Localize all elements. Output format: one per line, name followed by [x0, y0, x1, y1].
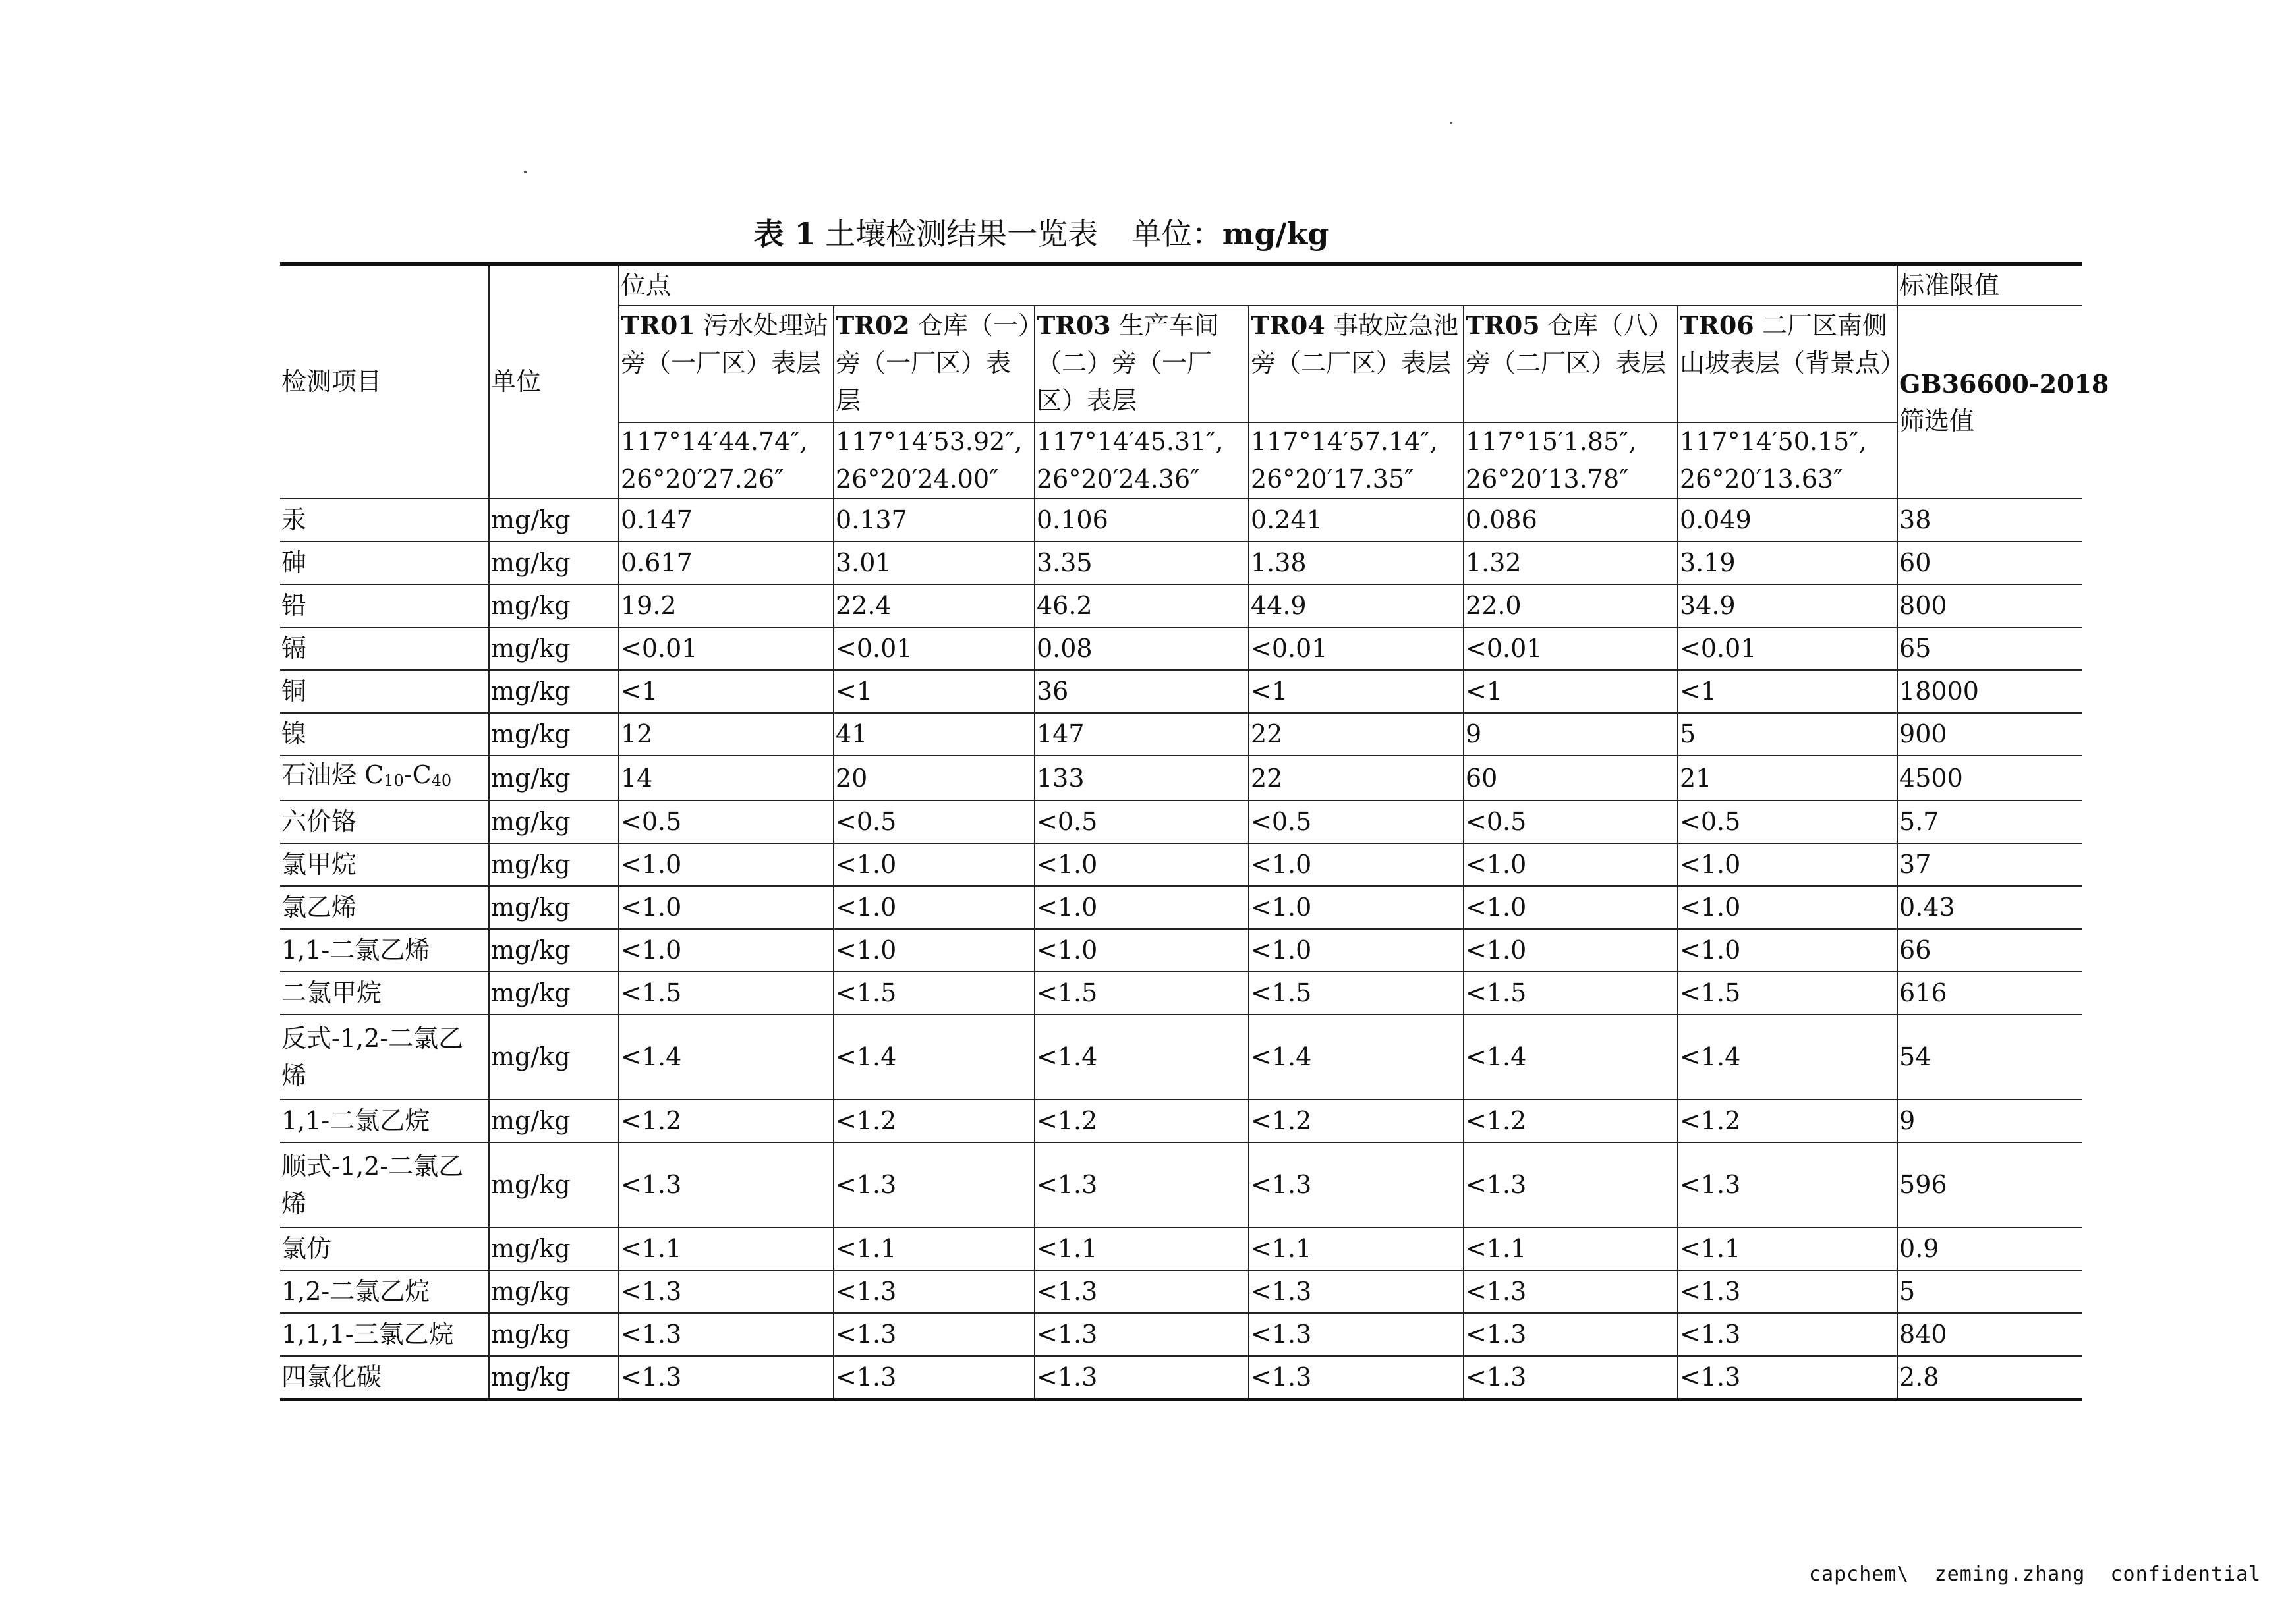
table-row — [280, 1270, 2082, 1313]
limit-cell: 0.43 — [1897, 886, 2082, 929]
unit-cell: mg/kg — [489, 584, 619, 627]
limit-cell: 37 — [1897, 843, 2082, 886]
unit-cell: mg/kg — [489, 1313, 619, 1356]
site-coordinates: 117°14′45.31″, 26°20′24.36″ — [1035, 422, 1249, 499]
result-cell: 9 — [1464, 713, 1678, 756]
limit-cell: 5 — [1897, 1270, 2082, 1313]
result-cell: <1.2 — [1678, 1100, 1897, 1142]
result-cell: <1.1 — [834, 1227, 1035, 1270]
unit-cell: mg/kg — [489, 1142, 619, 1227]
result-cell: 0.08 — [1035, 627, 1249, 670]
result-cell: <1.0 — [1035, 886, 1249, 929]
table-row — [280, 756, 2082, 800]
result-cell: <0.5 — [1678, 800, 1897, 843]
result-cell: <1.5 — [1249, 972, 1464, 1015]
limit-cell: 38 — [1897, 499, 2082, 542]
limit-cell: 60 — [1897, 542, 2082, 584]
result-cell: <1.3 — [1678, 1313, 1897, 1356]
result-cell: <1.0 — [1464, 886, 1678, 929]
limit-cell: 0.9 — [1897, 1227, 2082, 1270]
item-name: 氯乙烯 — [280, 886, 489, 929]
unit-header: 单位 — [489, 264, 619, 499]
result-cell: 21 — [1678, 756, 1897, 800]
scan-speck — [524, 171, 527, 173]
unit-cell: mg/kg — [489, 542, 619, 584]
unit-label: 单位： — [1131, 216, 1222, 252]
item-name: 镉 — [280, 627, 489, 670]
site-header: TR02 仓库（一）旁（一厂区）表层 — [834, 306, 1035, 422]
site-coordinates: 117°14′53.92″, 26°20′24.00″ — [834, 422, 1035, 499]
result-cell: 14 — [619, 756, 834, 800]
item-name: 铜 — [280, 670, 489, 713]
table-row — [280, 1142, 2082, 1227]
result-cell: <1.0 — [1249, 843, 1464, 886]
result-cell: <0.5 — [619, 800, 834, 843]
limit-cell: 616 — [1897, 972, 2082, 1015]
limit-cell: 4500 — [1897, 756, 2082, 800]
table-row — [280, 713, 2082, 756]
item-name: 石油烃 C10-C40 — [280, 756, 489, 800]
result-cell: <1.1 — [1464, 1227, 1678, 1270]
limit-cell: 5.7 — [1897, 800, 2082, 843]
result-cell: 46.2 — [1035, 584, 1249, 627]
result-cell: <1.1 — [1035, 1227, 1249, 1270]
item-name: 铅 — [280, 584, 489, 627]
site-header: TR05 仓库（八）旁（二厂区）表层 — [1464, 306, 1678, 422]
result-cell: <1.3 — [1035, 1356, 1249, 1400]
result-cell: <1.2 — [1035, 1100, 1249, 1142]
result-cell: <0.5 — [1249, 800, 1464, 843]
result-cell: 0.137 — [834, 499, 1035, 542]
result-cell: 12 — [619, 713, 834, 756]
unit-cell: mg/kg — [489, 972, 619, 1015]
result-cell: 5 — [1678, 713, 1897, 756]
item-name: 氯甲烷 — [280, 843, 489, 886]
unit-cell: mg/kg — [489, 1356, 619, 1400]
result-cell: <1.5 — [834, 972, 1035, 1015]
result-cell: <1.0 — [1678, 886, 1897, 929]
result-cell: <0.01 — [1678, 627, 1897, 670]
table-row — [280, 929, 2082, 972]
result-cell: <1.4 — [1464, 1015, 1678, 1100]
result-cell: <1.3 — [834, 1270, 1035, 1313]
result-cell: <1.3 — [834, 1142, 1035, 1227]
result-cell: <1.3 — [1249, 1270, 1464, 1313]
limit-cell: 596 — [1897, 1142, 2082, 1227]
result-cell: <1.2 — [1249, 1100, 1464, 1142]
unit-cell: mg/kg — [489, 627, 619, 670]
site-header: TR06 二厂区南侧山坡表层（背景点） — [1678, 306, 1897, 422]
site-coordinates: 117°14′44.74″, 26°20′27.26″ — [619, 422, 834, 499]
result-cell: <1 — [1249, 670, 1464, 713]
item-name: 1,2-二氯乙烷 — [280, 1270, 489, 1313]
result-cell: <1.1 — [619, 1227, 834, 1270]
result-cell: <1.3 — [1464, 1270, 1678, 1313]
result-cell: <1.0 — [1035, 843, 1249, 886]
result-cell: <1.3 — [1464, 1356, 1678, 1400]
header-row — [280, 264, 2082, 306]
result-cell: <1.4 — [1678, 1015, 1897, 1100]
item-name: 六价铬 — [280, 800, 489, 843]
result-cell: <1.1 — [1678, 1227, 1897, 1270]
unit-cell: mg/kg — [489, 499, 619, 542]
unit-cell: mg/kg — [489, 1270, 619, 1313]
result-cell: <1.5 — [619, 972, 834, 1015]
result-cell: <1.0 — [1464, 843, 1678, 886]
result-cell: <1.2 — [619, 1100, 834, 1142]
unit-cell: mg/kg — [489, 929, 619, 972]
item-name: 1,1-二氯乙烯 — [280, 929, 489, 972]
result-cell: <1.4 — [1035, 1015, 1249, 1100]
result-cell: <1 — [1678, 670, 1897, 713]
limit-cell: 65 — [1897, 627, 2082, 670]
unit-cell: mg/kg — [489, 800, 619, 843]
item-name: 氯仿 — [280, 1227, 489, 1270]
unit-value: mg/kg — [1222, 216, 1329, 252]
site-header: TR04 事故应急池旁（二厂区）表层 — [1249, 306, 1464, 422]
unit-cell: mg/kg — [489, 1227, 619, 1270]
result-cell: 3.01 — [834, 542, 1035, 584]
result-cell: <1.0 — [619, 929, 834, 972]
table-caption: 土壤检测结果一览表 — [825, 216, 1099, 252]
table-row — [280, 972, 2082, 1015]
standard-name: GB36600-2018 筛选值 — [1897, 306, 2082, 499]
result-cell: <0.01 — [834, 627, 1035, 670]
result-cell: 34.9 — [1678, 584, 1897, 627]
result-cell: 36 — [1035, 670, 1249, 713]
soil-results-table — [280, 262, 2109, 1401]
table-row — [280, 1015, 2082, 1100]
result-cell: <1.3 — [1464, 1313, 1678, 1356]
result-cell: <0.01 — [1249, 627, 1464, 670]
result-cell: <0.5 — [834, 800, 1035, 843]
result-cell: <1.2 — [834, 1100, 1035, 1142]
table-row — [280, 584, 2082, 627]
unit-cell: mg/kg — [489, 756, 619, 800]
item-name: 顺式-1,2-二氯乙烯 — [280, 1142, 489, 1227]
unit-cell: mg/kg — [489, 843, 619, 886]
site-coordinates: 117°14′50.15″, 26°20′13.63″ — [1678, 422, 1897, 499]
table-row — [280, 542, 2082, 584]
result-cell: <1.4 — [619, 1015, 834, 1100]
result-cell: <1 — [834, 670, 1035, 713]
result-cell: <1.5 — [1035, 972, 1249, 1015]
result-cell: 0.049 — [1678, 499, 1897, 542]
limit-cell: 2.8 — [1897, 1356, 2082, 1400]
result-cell: <1.3 — [1678, 1270, 1897, 1313]
table-row — [280, 843, 2082, 886]
table-row — [280, 627, 2082, 670]
item-name: 1,1,1-三氯乙烷 — [280, 1313, 489, 1356]
result-cell: <1.3 — [1249, 1313, 1464, 1356]
site-coordinates: 117°14′57.14″, 26°20′17.35″ — [1249, 422, 1464, 499]
result-cell: 60 — [1464, 756, 1678, 800]
item-name: 反式-1,2-二氯乙烯 — [280, 1015, 489, 1100]
result-cell: <1 — [1464, 670, 1678, 713]
result-cell: 133 — [1035, 756, 1249, 800]
result-cell: <1.3 — [1035, 1313, 1249, 1356]
result-cell: <1.3 — [619, 1270, 834, 1313]
result-cell: 0.617 — [619, 542, 834, 584]
result-cell: <1.0 — [1249, 886, 1464, 929]
item-name: 砷 — [280, 542, 489, 584]
table-row — [280, 1313, 2082, 1356]
result-cell: <1.1 — [1249, 1227, 1464, 1270]
result-cell: <1.3 — [1249, 1142, 1464, 1227]
result-cell: <1.2 — [1464, 1100, 1678, 1142]
result-cell: 44.9 — [1249, 584, 1464, 627]
result-cell: 22 — [1249, 756, 1464, 800]
limit-cell: 900 — [1897, 713, 2082, 756]
result-cell: <0.01 — [619, 627, 834, 670]
result-cell: 0.147 — [619, 499, 834, 542]
result-cell: 0.241 — [1249, 499, 1464, 542]
item-name: 四氯化碳 — [280, 1356, 489, 1400]
table-row — [280, 670, 2082, 713]
unit-cell: mg/kg — [489, 670, 619, 713]
result-cell: <1.3 — [1678, 1142, 1897, 1227]
result-cell: <1.0 — [619, 843, 834, 886]
result-cell: <1 — [619, 670, 834, 713]
result-cell: 20 — [834, 756, 1035, 800]
result-cell: 147 — [1035, 713, 1249, 756]
result-cell: 41 — [834, 713, 1035, 756]
unit-cell: mg/kg — [489, 886, 619, 929]
result-cell: 3.19 — [1678, 542, 1897, 584]
result-cell: <1.3 — [834, 1356, 1035, 1400]
site-coordinates: 117°15′1.85″, 26°20′13.78″ — [1464, 422, 1678, 499]
table-number: 表 1 — [753, 216, 816, 252]
result-cell: <1.0 — [619, 886, 834, 929]
result-cell: <1.3 — [1035, 1142, 1249, 1227]
result-cell: <1.3 — [1249, 1356, 1464, 1400]
standard-header: 标准限值 — [1897, 264, 2082, 306]
result-cell: <1.4 — [834, 1015, 1035, 1100]
table-row — [280, 800, 2082, 843]
table-row — [280, 886, 2082, 929]
result-cell: <1.0 — [834, 929, 1035, 972]
item-name: 镍 — [280, 713, 489, 756]
unit-cell: mg/kg — [489, 1100, 619, 1142]
result-cell: <1.0 — [1678, 929, 1897, 972]
site-header: TR01 污水处理站旁（一厂区）表层 — [619, 306, 834, 422]
item-name: 二氯甲烷 — [280, 972, 489, 1015]
result-cell: <0.5 — [1464, 800, 1678, 843]
result-cell: <1.3 — [1035, 1270, 1249, 1313]
result-cell: <1.3 — [619, 1313, 834, 1356]
result-cell: <1.3 — [1678, 1356, 1897, 1400]
result-cell: 22.4 — [834, 584, 1035, 627]
result-cell: <0.01 — [1464, 627, 1678, 670]
result-cell: 1.38 — [1249, 542, 1464, 584]
result-cell: <0.5 — [1035, 800, 1249, 843]
result-cell: 22.0 — [1464, 584, 1678, 627]
result-cell: <1.0 — [1035, 929, 1249, 972]
table-row — [280, 1227, 2082, 1270]
result-cell: 22 — [1249, 713, 1464, 756]
result-cell: <1.5 — [1678, 972, 1897, 1015]
limit-cell: 9 — [1897, 1100, 2082, 1142]
result-cell: <1.0 — [834, 886, 1035, 929]
result-cell: 0.106 — [1035, 499, 1249, 542]
confidential-footer: capchem\ zeming.zhang confidential — [1809, 1563, 2262, 1586]
limit-cell: 840 — [1897, 1313, 2082, 1356]
result-cell: <1.0 — [1464, 929, 1678, 972]
result-cell: <1.0 — [1249, 929, 1464, 972]
limit-cell: 18000 — [1897, 670, 2082, 713]
item-header: 检测项目 — [280, 264, 489, 499]
result-cell: <1.4 — [1249, 1015, 1464, 1100]
result-cell: 3.35 — [1035, 542, 1249, 584]
result-cell: <1.3 — [1464, 1142, 1678, 1227]
result-cell: 19.2 — [619, 584, 834, 627]
result-cell: <1.3 — [619, 1356, 834, 1400]
table-row — [280, 499, 2082, 542]
limit-cell: 800 — [1897, 584, 2082, 627]
item-name: 汞 — [280, 499, 489, 542]
result-cell: <1.3 — [619, 1142, 834, 1227]
unit-cell: mg/kg — [489, 713, 619, 756]
sites-header: 位点 — [619, 264, 1897, 306]
table-row — [280, 1356, 2082, 1400]
page-title — [277, 214, 1806, 254]
result-cell: <1.0 — [1678, 843, 1897, 886]
result-cell: 0.086 — [1464, 499, 1678, 542]
limit-cell: 54 — [1897, 1015, 2082, 1100]
result-cell: 1.32 — [1464, 542, 1678, 584]
unit-cell: mg/kg — [489, 1015, 619, 1100]
table-row — [280, 1100, 2082, 1142]
scan-speck — [1450, 122, 1452, 124]
result-cell: <1.5 — [1464, 972, 1678, 1015]
limit-cell: 66 — [1897, 929, 2082, 972]
result-cell: <1.3 — [834, 1313, 1035, 1356]
site-header: TR03 生产车间（二）旁（一厂区）表层 — [1035, 306, 1249, 422]
result-cell: <1.0 — [834, 843, 1035, 886]
item-name: 1,1-二氯乙烷 — [280, 1100, 489, 1142]
